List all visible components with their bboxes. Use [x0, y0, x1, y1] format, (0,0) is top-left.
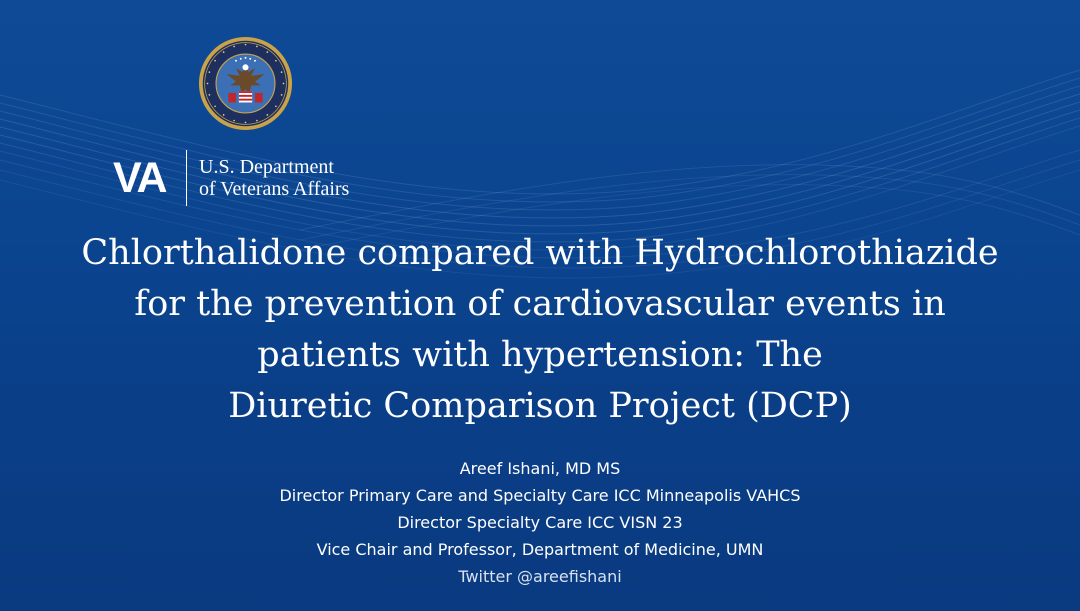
department-name: [199, 156, 349, 200]
author-role-3: Vice Chair and Professor, Department of Medicine, UMN: [316, 540, 764, 559]
title-line-3: patients with hypertension: The: [257, 335, 823, 375]
author-block: [0, 455, 1080, 590]
department-line-2: of Veterans Affairs: [199, 178, 350, 200]
author-name: Areef Ishani, MD MS: [459, 459, 621, 478]
title-line-2: for the prevention of cardiovascular events in: [134, 284, 946, 324]
author-role-1: Director Primary Care and Specialty Care ICC Minneapolis VAHCS: [279, 486, 801, 505]
va-logo-mark: VA: [113, 153, 166, 202]
author-role-2: Director Specialty Care ICC VISN 23: [397, 513, 683, 532]
title-line-4: Diuretic Comparison Project (DCP): [228, 386, 852, 426]
slide-title: [0, 228, 1080, 432]
department-line-1: U.S. Department: [199, 156, 334, 178]
title-line-1: Chlorthalidone compared with Hydrochlorothiazide: [81, 233, 999, 273]
author-twitter: Twitter @areefishani: [458, 567, 622, 586]
logo-divider: [186, 150, 187, 206]
va-seal-icon: [198, 36, 293, 131]
va-logo: [113, 150, 349, 206]
